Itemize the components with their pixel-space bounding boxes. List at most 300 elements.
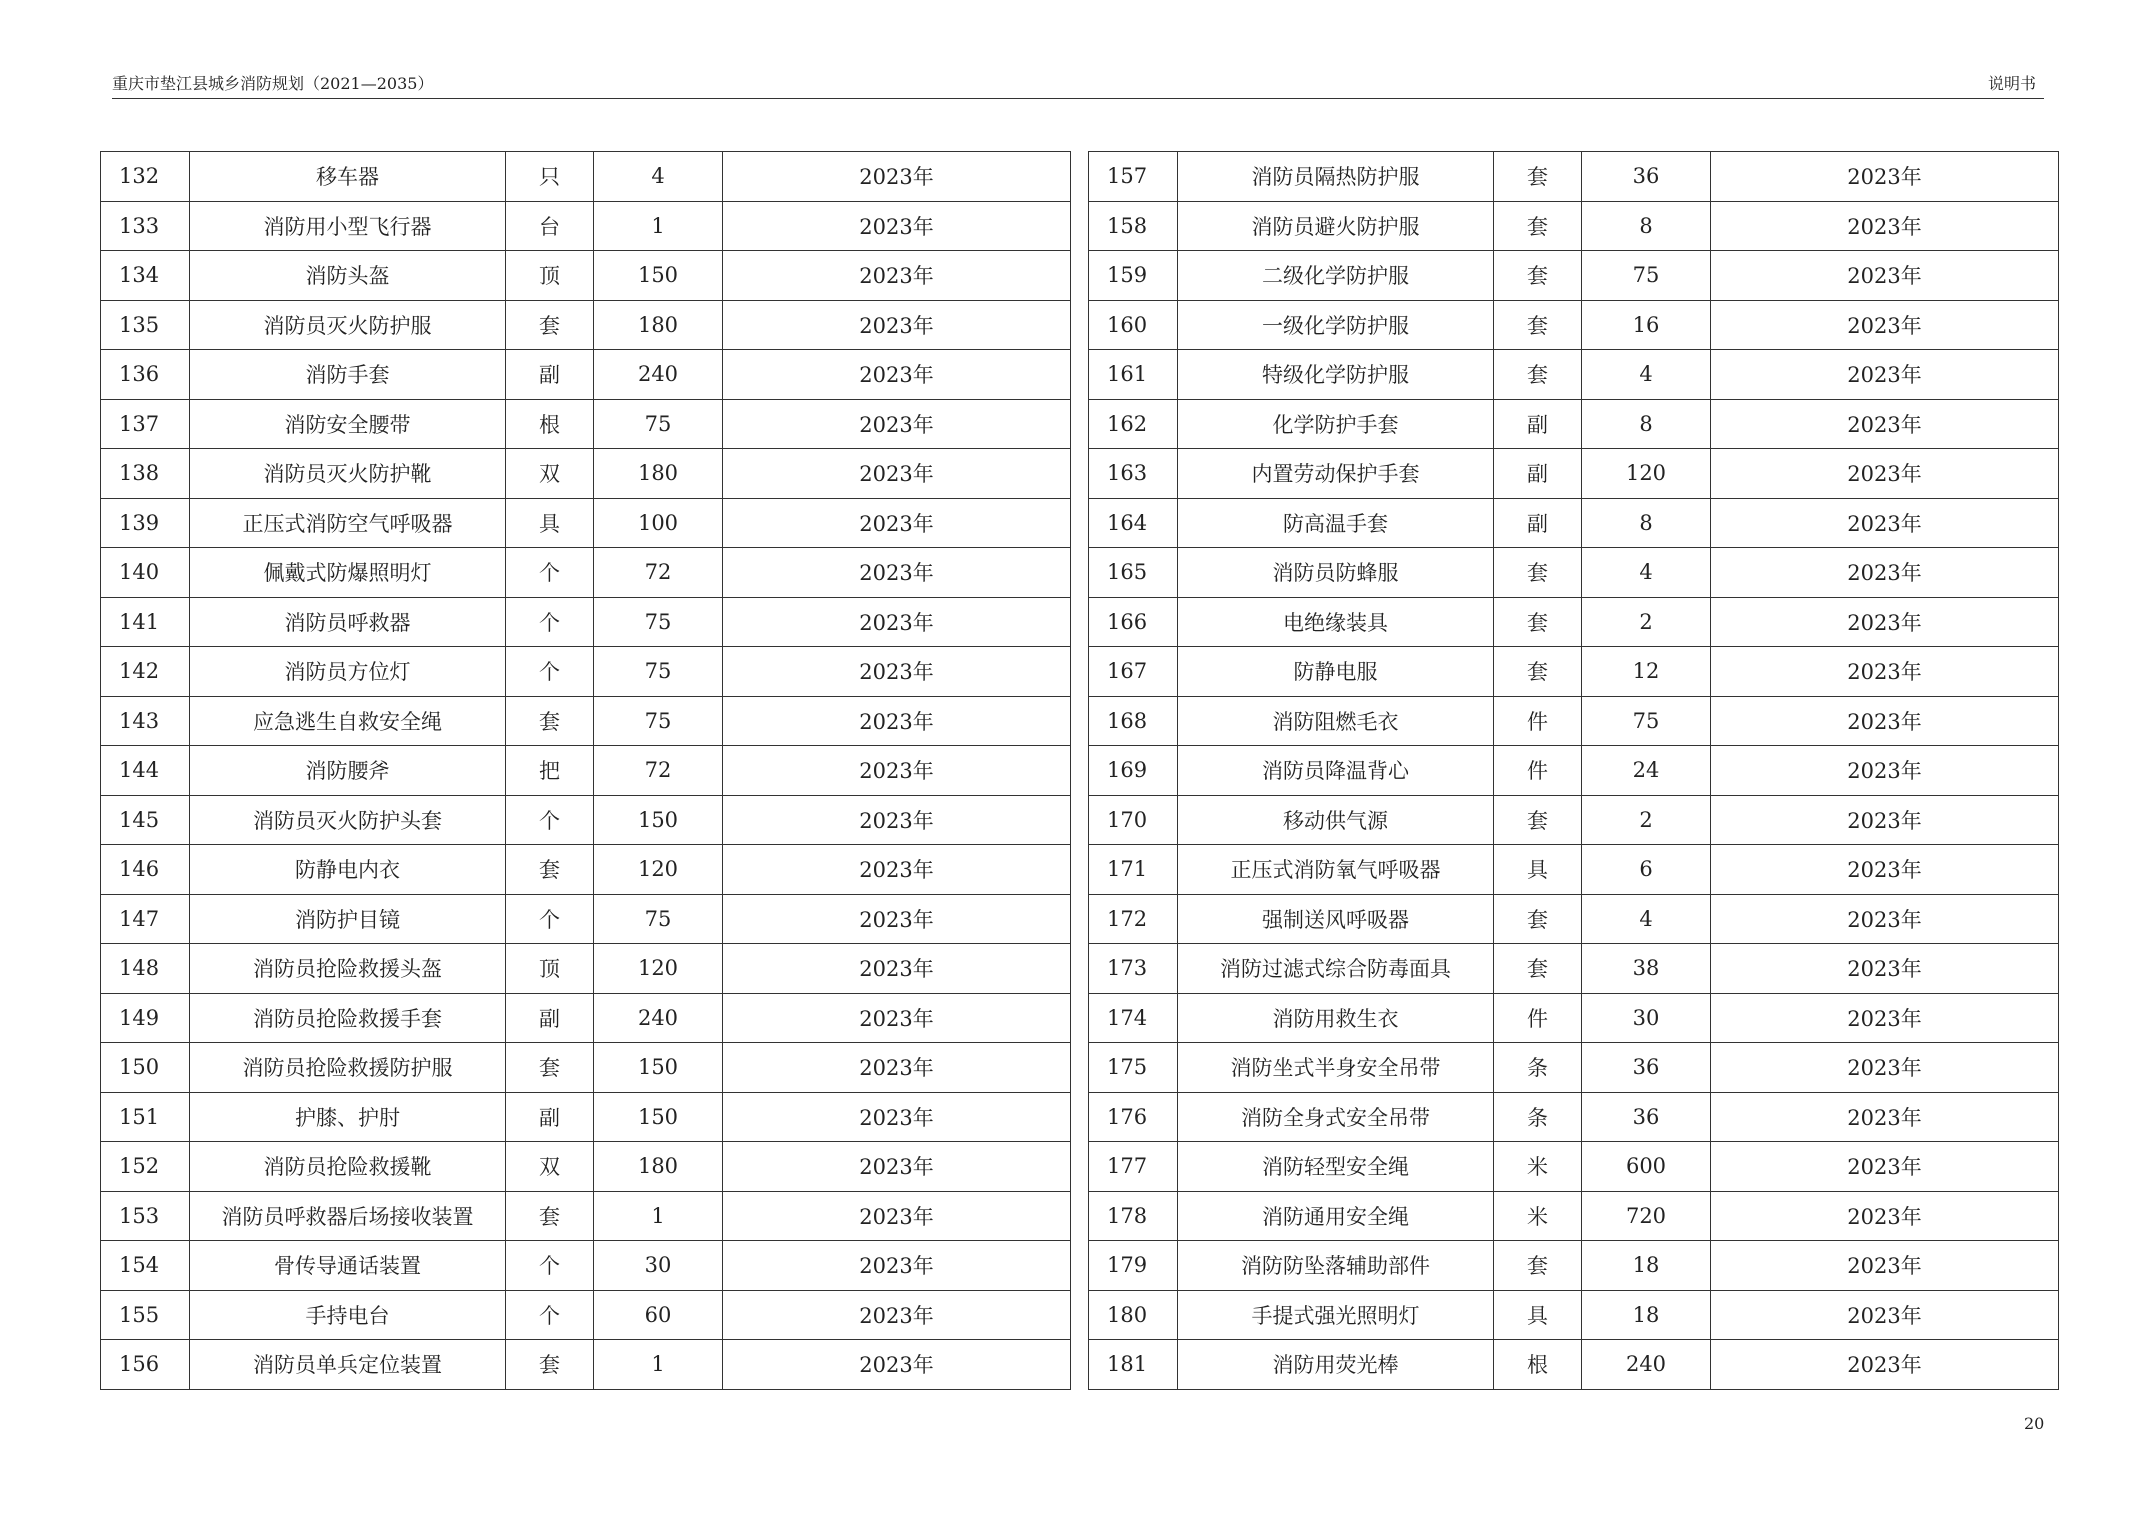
year-cell: 2023年 bbox=[723, 795, 1071, 845]
table-row bbox=[1089, 548, 2059, 598]
equipment-name-cell: 正压式消防氧气呼吸器 bbox=[1178, 845, 1494, 895]
row-number-cell: 152 bbox=[101, 1142, 190, 1192]
row-number-cell: 148 bbox=[101, 944, 190, 994]
table-row bbox=[1089, 201, 2059, 251]
quantity-cell: 4 bbox=[1582, 894, 1711, 944]
year-cell: 2023年 bbox=[1711, 1092, 2059, 1142]
equipment-name-cell: 消防员单兵定位装置 bbox=[190, 1340, 506, 1390]
year-cell: 2023年 bbox=[1711, 449, 2059, 499]
quantity-cell: 36 bbox=[1582, 1043, 1711, 1093]
year-cell: 2023年 bbox=[1711, 894, 2059, 944]
row-number-cell: 174 bbox=[1089, 993, 1178, 1043]
row-number-cell: 159 bbox=[1089, 251, 1178, 301]
table-row bbox=[101, 944, 1071, 994]
table-row bbox=[101, 201, 1071, 251]
table-row bbox=[1089, 696, 2059, 746]
unit-cell: 套 bbox=[506, 845, 594, 895]
quantity-cell: 36 bbox=[1582, 152, 1711, 202]
quantity-cell: 75 bbox=[594, 696, 723, 746]
table-row bbox=[101, 1142, 1071, 1192]
row-number-cell: 178 bbox=[1089, 1191, 1178, 1241]
unit-cell: 副 bbox=[1494, 399, 1582, 449]
row-number-cell: 170 bbox=[1089, 795, 1178, 845]
quantity-cell: 4 bbox=[594, 152, 723, 202]
year-cell: 2023年 bbox=[1711, 399, 2059, 449]
year-cell: 2023年 bbox=[723, 894, 1071, 944]
equipment-name-cell: 消防员抢险救援靴 bbox=[190, 1142, 506, 1192]
year-cell: 2023年 bbox=[1711, 300, 2059, 350]
unit-cell: 米 bbox=[1494, 1142, 1582, 1192]
year-cell: 2023年 bbox=[723, 1290, 1071, 1340]
quantity-cell: 72 bbox=[594, 548, 723, 598]
quantity-cell: 1 bbox=[594, 1191, 723, 1241]
year-cell: 2023年 bbox=[1711, 1142, 2059, 1192]
year-cell: 2023年 bbox=[723, 647, 1071, 697]
unit-cell: 套 bbox=[1494, 795, 1582, 845]
quantity-cell: 75 bbox=[594, 894, 723, 944]
table-row bbox=[1089, 746, 2059, 796]
table-row bbox=[101, 647, 1071, 697]
equipment-name-cell: 应急逃生自救安全绳 bbox=[190, 696, 506, 746]
year-cell: 2023年 bbox=[1711, 1290, 2059, 1340]
row-number-cell: 150 bbox=[101, 1043, 190, 1093]
unit-cell: 套 bbox=[1494, 597, 1582, 647]
quantity-cell: 240 bbox=[594, 993, 723, 1043]
table-row bbox=[101, 1340, 1071, 1390]
equipment-name-cell: 消防用救生衣 bbox=[1178, 993, 1494, 1043]
year-cell: 2023年 bbox=[723, 350, 1071, 400]
table-row bbox=[1089, 597, 2059, 647]
equipment-name-cell: 手持电台 bbox=[190, 1290, 506, 1340]
row-number-cell: 167 bbox=[1089, 647, 1178, 697]
year-cell: 2023年 bbox=[723, 1142, 1071, 1192]
quantity-cell: 75 bbox=[594, 597, 723, 647]
equipment-name-cell: 消防员灭火防护服 bbox=[190, 300, 506, 350]
equipment-name-cell: 消防员灭火防护头套 bbox=[190, 795, 506, 845]
year-cell: 2023年 bbox=[1711, 696, 2059, 746]
equipment-name-cell: 移动供气源 bbox=[1178, 795, 1494, 845]
table-row bbox=[101, 548, 1071, 598]
quantity-cell: 75 bbox=[1582, 696, 1711, 746]
equipment-name-cell: 强制送风呼吸器 bbox=[1178, 894, 1494, 944]
table-row bbox=[101, 696, 1071, 746]
equipment-name-cell: 消防员灭火防护靴 bbox=[190, 449, 506, 499]
table-row bbox=[101, 993, 1071, 1043]
unit-cell: 个 bbox=[506, 548, 594, 598]
quantity-cell: 2 bbox=[1582, 597, 1711, 647]
equipment-name-cell: 佩戴式防爆照明灯 bbox=[190, 548, 506, 598]
table-row bbox=[1089, 1191, 2059, 1241]
equipment-name-cell: 内置劳动保护手套 bbox=[1178, 449, 1494, 499]
table-row bbox=[1089, 1092, 2059, 1142]
table-row bbox=[1089, 647, 2059, 697]
quantity-cell: 120 bbox=[1582, 449, 1711, 499]
table-row bbox=[101, 597, 1071, 647]
table-row bbox=[101, 1290, 1071, 1340]
quantity-cell: 75 bbox=[594, 647, 723, 697]
year-cell: 2023年 bbox=[723, 1191, 1071, 1241]
table-row bbox=[101, 399, 1071, 449]
row-number-cell: 166 bbox=[1089, 597, 1178, 647]
row-number-cell: 142 bbox=[101, 647, 190, 697]
quantity-cell: 180 bbox=[594, 449, 723, 499]
unit-cell: 套 bbox=[1494, 647, 1582, 697]
year-cell: 2023年 bbox=[1711, 350, 2059, 400]
row-number-cell: 162 bbox=[1089, 399, 1178, 449]
quantity-cell: 600 bbox=[1582, 1142, 1711, 1192]
page-number: 20 bbox=[2024, 1414, 2045, 1433]
year-cell: 2023年 bbox=[723, 548, 1071, 598]
year-cell: 2023年 bbox=[723, 300, 1071, 350]
table-row bbox=[1089, 399, 2059, 449]
row-number-cell: 151 bbox=[101, 1092, 190, 1142]
year-cell: 2023年 bbox=[723, 944, 1071, 994]
table-row bbox=[101, 449, 1071, 499]
unit-cell: 套 bbox=[1494, 300, 1582, 350]
table-row bbox=[1089, 944, 2059, 994]
table-row bbox=[1089, 845, 2059, 895]
year-cell: 2023年 bbox=[1711, 498, 2059, 548]
unit-cell: 米 bbox=[1494, 1191, 1582, 1241]
unit-cell: 根 bbox=[506, 399, 594, 449]
year-cell: 2023年 bbox=[1711, 152, 2059, 202]
table-row bbox=[1089, 1241, 2059, 1291]
equipment-name-cell: 消防手套 bbox=[190, 350, 506, 400]
table-row bbox=[1089, 251, 2059, 301]
equipment-name-cell: 消防员隔热防护服 bbox=[1178, 152, 1494, 202]
quantity-cell: 150 bbox=[594, 251, 723, 301]
quantity-cell: 72 bbox=[594, 746, 723, 796]
year-cell: 2023年 bbox=[1711, 1191, 2059, 1241]
equipment-name-cell: 消防腰斧 bbox=[190, 746, 506, 796]
quantity-cell: 12 bbox=[1582, 647, 1711, 697]
year-cell: 2023年 bbox=[1711, 1340, 2059, 1390]
unit-cell: 副 bbox=[506, 1092, 594, 1142]
equipment-name-cell: 二级化学防护服 bbox=[1178, 251, 1494, 301]
quantity-cell: 18 bbox=[1582, 1241, 1711, 1291]
equipment-name-cell: 特级化学防护服 bbox=[1178, 350, 1494, 400]
unit-cell: 只 bbox=[506, 152, 594, 202]
table-row bbox=[101, 152, 1071, 202]
unit-cell: 件 bbox=[1494, 696, 1582, 746]
row-number-cell: 177 bbox=[1089, 1142, 1178, 1192]
quantity-cell: 18 bbox=[1582, 1290, 1711, 1340]
equipment-name-cell: 消防全身式安全吊带 bbox=[1178, 1092, 1494, 1142]
row-number-cell: 181 bbox=[1089, 1340, 1178, 1390]
unit-cell: 套 bbox=[1494, 944, 1582, 994]
unit-cell: 条 bbox=[1494, 1092, 1582, 1142]
row-number-cell: 163 bbox=[1089, 449, 1178, 499]
year-cell: 2023年 bbox=[1711, 845, 2059, 895]
year-cell: 2023年 bbox=[1711, 251, 2059, 301]
equipment-name-cell: 消防员呼救器 bbox=[190, 597, 506, 647]
row-number-cell: 134 bbox=[101, 251, 190, 301]
year-cell: 2023年 bbox=[1711, 795, 2059, 845]
year-cell: 2023年 bbox=[1711, 746, 2059, 796]
table-row bbox=[101, 498, 1071, 548]
row-number-cell: 169 bbox=[1089, 746, 1178, 796]
equipment-name-cell: 防静电内衣 bbox=[190, 845, 506, 895]
equipment-name-cell: 消防阻燃毛衣 bbox=[1178, 696, 1494, 746]
equipment-name-cell: 消防用荧光棒 bbox=[1178, 1340, 1494, 1390]
unit-cell: 件 bbox=[1494, 746, 1582, 796]
quantity-cell: 75 bbox=[1582, 251, 1711, 301]
row-number-cell: 172 bbox=[1089, 894, 1178, 944]
year-cell: 2023年 bbox=[723, 993, 1071, 1043]
unit-cell: 套 bbox=[1494, 548, 1582, 598]
table-row bbox=[1089, 498, 2059, 548]
table-row bbox=[101, 1043, 1071, 1093]
row-number-cell: 145 bbox=[101, 795, 190, 845]
equipment-name-cell: 消防过滤式综合防毒面具 bbox=[1178, 944, 1494, 994]
table-row bbox=[1089, 1142, 2059, 1192]
unit-cell: 件 bbox=[1494, 993, 1582, 1043]
year-cell: 2023年 bbox=[1711, 1043, 2059, 1093]
table-row bbox=[1089, 894, 2059, 944]
equipment-name-cell: 消防轻型安全绳 bbox=[1178, 1142, 1494, 1192]
year-cell: 2023年 bbox=[723, 746, 1071, 796]
unit-cell: 套 bbox=[506, 1340, 594, 1390]
unit-cell: 双 bbox=[506, 1142, 594, 1192]
equipment-name-cell: 消防员抢险救援手套 bbox=[190, 993, 506, 1043]
row-number-cell: 165 bbox=[1089, 548, 1178, 598]
year-cell: 2023年 bbox=[723, 498, 1071, 548]
unit-cell: 双 bbox=[506, 449, 594, 499]
row-number-cell: 140 bbox=[101, 548, 190, 598]
unit-cell: 套 bbox=[1494, 350, 1582, 400]
table-row bbox=[101, 845, 1071, 895]
table-row bbox=[1089, 795, 2059, 845]
row-number-cell: 138 bbox=[101, 449, 190, 499]
quantity-cell: 100 bbox=[594, 498, 723, 548]
equipment-name-cell: 消防员降温背心 bbox=[1178, 746, 1494, 796]
year-cell: 2023年 bbox=[723, 696, 1071, 746]
quantity-cell: 150 bbox=[594, 1043, 723, 1093]
table-row bbox=[1089, 1340, 2059, 1390]
quantity-cell: 16 bbox=[1582, 300, 1711, 350]
quantity-cell: 1 bbox=[594, 201, 723, 251]
unit-cell: 套 bbox=[506, 300, 594, 350]
row-number-cell: 137 bbox=[101, 399, 190, 449]
table-row bbox=[101, 251, 1071, 301]
equipment-name-cell: 防高温手套 bbox=[1178, 498, 1494, 548]
year-cell: 2023年 bbox=[723, 449, 1071, 499]
quantity-cell: 38 bbox=[1582, 944, 1711, 994]
row-number-cell: 154 bbox=[101, 1241, 190, 1291]
unit-cell: 根 bbox=[1494, 1340, 1582, 1390]
row-number-cell: 146 bbox=[101, 845, 190, 895]
equipment-name-cell: 消防员方位灯 bbox=[190, 647, 506, 697]
row-number-cell: 139 bbox=[101, 498, 190, 548]
year-cell: 2023年 bbox=[723, 597, 1071, 647]
row-number-cell: 175 bbox=[1089, 1043, 1178, 1093]
row-number-cell: 133 bbox=[101, 201, 190, 251]
row-number-cell: 143 bbox=[101, 696, 190, 746]
quantity-cell: 4 bbox=[1582, 350, 1711, 400]
quantity-cell: 150 bbox=[594, 1092, 723, 1142]
table-row bbox=[1089, 152, 2059, 202]
table-row bbox=[1089, 1290, 2059, 1340]
unit-cell: 顶 bbox=[506, 251, 594, 301]
quantity-cell: 36 bbox=[1582, 1092, 1711, 1142]
unit-cell: 套 bbox=[1494, 1241, 1582, 1291]
equipment-name-cell: 化学防护手套 bbox=[1178, 399, 1494, 449]
row-number-cell: 141 bbox=[101, 597, 190, 647]
quantity-cell: 1 bbox=[594, 1340, 723, 1390]
row-number-cell: 132 bbox=[101, 152, 190, 202]
equipment-table-left bbox=[100, 151, 1071, 1390]
row-number-cell: 161 bbox=[1089, 350, 1178, 400]
equipment-name-cell: 骨传导通话装置 bbox=[190, 1241, 506, 1291]
year-cell: 2023年 bbox=[1711, 647, 2059, 697]
row-number-cell: 156 bbox=[101, 1340, 190, 1390]
document-type: 说明书 bbox=[1987, 74, 2036, 93]
year-cell: 2023年 bbox=[723, 251, 1071, 301]
equipment-name-cell: 消防通用安全绳 bbox=[1178, 1191, 1494, 1241]
quantity-cell: 30 bbox=[594, 1241, 723, 1291]
quantity-cell: 180 bbox=[594, 300, 723, 350]
table-row bbox=[101, 795, 1071, 845]
year-cell: 2023年 bbox=[723, 845, 1071, 895]
table-row bbox=[101, 1241, 1071, 1291]
table-row bbox=[1089, 993, 2059, 1043]
unit-cell: 顶 bbox=[506, 944, 594, 994]
quantity-cell: 6 bbox=[1582, 845, 1711, 895]
year-cell: 2023年 bbox=[723, 399, 1071, 449]
unit-cell: 把 bbox=[506, 746, 594, 796]
year-cell: 2023年 bbox=[723, 1340, 1071, 1390]
quantity-cell: 60 bbox=[594, 1290, 723, 1340]
equipment-name-cell: 消防安全腰带 bbox=[190, 399, 506, 449]
quantity-cell: 120 bbox=[594, 944, 723, 994]
unit-cell: 副 bbox=[506, 993, 594, 1043]
document-title: 重庆市垫江县城乡消防规划（2021—2035） bbox=[112, 74, 434, 93]
equipment-name-cell: 护膝、护肘 bbox=[190, 1092, 506, 1142]
equipment-name-cell: 消防护目镜 bbox=[190, 894, 506, 944]
row-number-cell: 180 bbox=[1089, 1290, 1178, 1340]
table-row bbox=[1089, 300, 2059, 350]
year-cell: 2023年 bbox=[723, 1043, 1071, 1093]
unit-cell: 台 bbox=[506, 201, 594, 251]
unit-cell: 套 bbox=[506, 1191, 594, 1241]
equipment-name-cell: 消防员抢险救援头盔 bbox=[190, 944, 506, 994]
equipment-name-cell: 消防员避火防护服 bbox=[1178, 201, 1494, 251]
unit-cell: 个 bbox=[506, 597, 594, 647]
unit-cell: 条 bbox=[1494, 1043, 1582, 1093]
quantity-cell: 240 bbox=[594, 350, 723, 400]
quantity-cell: 180 bbox=[594, 1142, 723, 1192]
table-row bbox=[1089, 350, 2059, 400]
row-number-cell: 149 bbox=[101, 993, 190, 1043]
equipment-name-cell: 消防坐式半身安全吊带 bbox=[1178, 1043, 1494, 1093]
unit-cell: 个 bbox=[506, 894, 594, 944]
equipment-name-cell: 消防用小型飞行器 bbox=[190, 201, 506, 251]
unit-cell: 具 bbox=[506, 498, 594, 548]
equipment-table-right bbox=[1088, 151, 2059, 1390]
unit-cell: 副 bbox=[1494, 449, 1582, 499]
unit-cell: 个 bbox=[506, 795, 594, 845]
quantity-cell: 720 bbox=[1582, 1191, 1711, 1241]
quantity-cell: 150 bbox=[594, 795, 723, 845]
unit-cell: 具 bbox=[1494, 845, 1582, 895]
year-cell: 2023年 bbox=[723, 152, 1071, 202]
row-number-cell: 164 bbox=[1089, 498, 1178, 548]
quantity-cell: 2 bbox=[1582, 795, 1711, 845]
row-number-cell: 173 bbox=[1089, 944, 1178, 994]
row-number-cell: 147 bbox=[101, 894, 190, 944]
equipment-name-cell: 防静电服 bbox=[1178, 647, 1494, 697]
table-row bbox=[101, 746, 1071, 796]
row-number-cell: 176 bbox=[1089, 1092, 1178, 1142]
quantity-cell: 30 bbox=[1582, 993, 1711, 1043]
unit-cell: 套 bbox=[506, 1043, 594, 1093]
year-cell: 2023年 bbox=[723, 1092, 1071, 1142]
row-number-cell: 136 bbox=[101, 350, 190, 400]
table-row bbox=[1089, 449, 2059, 499]
row-number-cell: 135 bbox=[101, 300, 190, 350]
quantity-cell: 240 bbox=[1582, 1340, 1711, 1390]
table-row bbox=[101, 894, 1071, 944]
unit-cell: 副 bbox=[1494, 498, 1582, 548]
row-number-cell: 153 bbox=[101, 1191, 190, 1241]
equipment-name-cell: 移车器 bbox=[190, 152, 506, 202]
year-cell: 2023年 bbox=[1711, 944, 2059, 994]
unit-cell: 套 bbox=[1494, 251, 1582, 301]
quantity-cell: 8 bbox=[1582, 498, 1711, 548]
unit-cell: 套 bbox=[1494, 152, 1582, 202]
unit-cell: 副 bbox=[506, 350, 594, 400]
year-cell: 2023年 bbox=[723, 201, 1071, 251]
table-row bbox=[1089, 1043, 2059, 1093]
unit-cell: 套 bbox=[506, 696, 594, 746]
row-number-cell: 144 bbox=[101, 746, 190, 796]
unit-cell: 个 bbox=[506, 1290, 594, 1340]
equipment-name-cell: 消防员抢险救援防护服 bbox=[190, 1043, 506, 1093]
row-number-cell: 160 bbox=[1089, 300, 1178, 350]
unit-cell: 具 bbox=[1494, 1290, 1582, 1340]
row-number-cell: 168 bbox=[1089, 696, 1178, 746]
unit-cell: 个 bbox=[506, 647, 594, 697]
row-number-cell: 171 bbox=[1089, 845, 1178, 895]
row-number-cell: 157 bbox=[1089, 152, 1178, 202]
unit-cell: 套 bbox=[1494, 894, 1582, 944]
year-cell: 2023年 bbox=[1711, 1241, 2059, 1291]
row-number-cell: 155 bbox=[101, 1290, 190, 1340]
table-row bbox=[101, 350, 1071, 400]
year-cell: 2023年 bbox=[723, 1241, 1071, 1291]
equipment-name-cell: 消防员防蜂服 bbox=[1178, 548, 1494, 598]
year-cell: 2023年 bbox=[1711, 201, 2059, 251]
quantity-cell: 24 bbox=[1582, 746, 1711, 796]
row-number-cell: 179 bbox=[1089, 1241, 1178, 1291]
equipment-name-cell: 消防头盔 bbox=[190, 251, 506, 301]
equipment-name-cell: 手提式强光照明灯 bbox=[1178, 1290, 1494, 1340]
equipment-name-cell: 消防员呼救器后场接收装置 bbox=[190, 1191, 506, 1241]
row-number-cell: 158 bbox=[1089, 201, 1178, 251]
table-row bbox=[101, 1191, 1071, 1241]
quantity-cell: 8 bbox=[1582, 399, 1711, 449]
unit-cell: 套 bbox=[1494, 201, 1582, 251]
quantity-cell: 120 bbox=[594, 845, 723, 895]
quantity-cell: 4 bbox=[1582, 548, 1711, 598]
quantity-cell: 8 bbox=[1582, 201, 1711, 251]
quantity-cell: 75 bbox=[594, 399, 723, 449]
equipment-name-cell: 电绝缘装具 bbox=[1178, 597, 1494, 647]
page-header bbox=[112, 74, 2044, 99]
year-cell: 2023年 bbox=[1711, 597, 2059, 647]
year-cell: 2023年 bbox=[1711, 548, 2059, 598]
equipment-name-cell: 消防防坠落辅助部件 bbox=[1178, 1241, 1494, 1291]
